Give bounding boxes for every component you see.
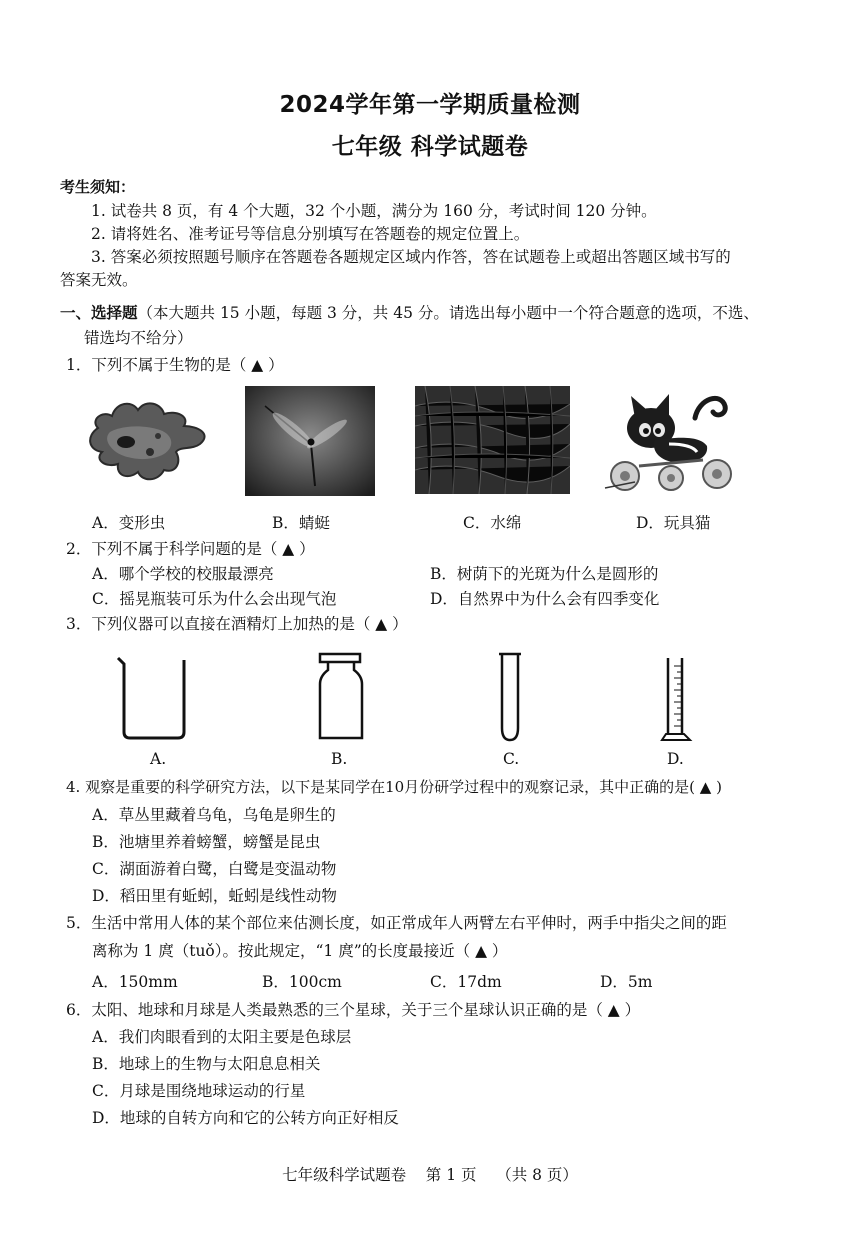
reagent-bottle-icon bbox=[310, 650, 370, 745]
toy-cat-image bbox=[595, 388, 745, 498]
q3-option-a: A. bbox=[150, 750, 167, 768]
q4-option-d: D．稻田里有蚯蚓，蚯蚓是线性动物 bbox=[92, 887, 337, 905]
page-title: 2024学年第一学期质量检测 bbox=[279, 92, 581, 118]
q3-option-b: B. bbox=[331, 750, 348, 768]
q3-option-c: C. bbox=[503, 750, 520, 768]
section-1-label: 一、选择题 bbox=[60, 304, 138, 322]
q5-option-c: C．17dm bbox=[430, 973, 502, 991]
q1-option-d: D．玩具猫 bbox=[636, 514, 711, 532]
q1-stem: 1．下列不属于生物的是（ ▲ ） bbox=[66, 356, 284, 374]
q1-option-c: C．水绵 bbox=[463, 514, 522, 532]
notice-item-2: 2. 请将姓名、准考证号等信息分别填写在答题卷的规定位置上。 bbox=[91, 225, 530, 243]
notice-item-3-cont: 答案无效。 bbox=[60, 271, 138, 289]
q2-option-a: A．哪个学校的校服最漂亮 bbox=[92, 565, 274, 583]
page-subtitle: 七年级 科学试题卷 bbox=[331, 134, 529, 160]
amoeba-image bbox=[80, 390, 220, 490]
q4-option-b: B．池塘里养着螃蟹，螃蟹是昆虫 bbox=[92, 833, 321, 851]
notice-heading: 考生须知： bbox=[60, 178, 136, 196]
section-1-heading bbox=[60, 301, 759, 323]
section-1-desc-cont: 错选均不给分） bbox=[84, 329, 193, 347]
q6-stem: 6．太阳、地球和月球是人类最熟悉的三个星球，关于三个星球认识正确的是（ ▲ ） bbox=[66, 1001, 641, 1019]
q2-option-d: D．自然界中为什么会有四季变化 bbox=[430, 590, 660, 608]
q6-option-c: C．月球是围绕地球运动的行星 bbox=[92, 1082, 306, 1100]
q6-option-d: D．地球的自转方向和它的公转方向正好相反 bbox=[92, 1109, 399, 1127]
q2-option-c: C．摇晃瓶装可乐为什么会出现气泡 bbox=[92, 590, 337, 608]
q1-option-a: A．变形虫 bbox=[92, 514, 166, 532]
q4-option-c: C．湖面游着白鹭，白鹭是变温动物 bbox=[92, 860, 337, 878]
q3-option-d: D. bbox=[667, 750, 684, 768]
notice-item-3: 3. 答案必须按照题号顺序在答题卷各题规定区域内作答，答在试题卷上或超出答题区域书写的 bbox=[91, 248, 731, 266]
beaker-icon bbox=[114, 654, 194, 744]
q3-stem: 3．下列仪器可以直接在酒精灯上加热的是（ ▲ ） bbox=[66, 615, 408, 633]
q2-stem: 2．下列不属于科学问题的是（ ▲ ） bbox=[66, 540, 315, 558]
q4-option-a: A．草丛里藏着乌龟，乌龟是卵生的 bbox=[92, 806, 336, 824]
q5-option-d: D．5m bbox=[600, 973, 653, 991]
test-tube-icon bbox=[495, 650, 525, 745]
notice-item-1: 1. 试卷共 8 页，有 4 个大题，32 个小题，满分为 160 分，考试时间 120 分钟。 bbox=[91, 202, 657, 220]
q5-stem: 5．生活中常用人体的某个部位来估测长度，如正常成年人两臂左右平伸时，两手中指尖之间的距 bbox=[66, 914, 727, 932]
q5-option-b: B．100cm bbox=[262, 973, 342, 991]
q6-option-a: A．我们肉眼看到的太阳主要是色球层 bbox=[92, 1028, 352, 1046]
spirogyra-image bbox=[415, 386, 570, 494]
q6-option-b: B．地球上的生物与太阳息息相关 bbox=[92, 1055, 321, 1073]
q4-stem: 4. 观察是重要的科学研究方法，以下是某同学在10月份研学过程中的观察记录，其中正确的是( ▲ ) bbox=[66, 778, 722, 796]
page-footer: 七年级科学试题卷 第 1 页 （共 8 页） bbox=[282, 1166, 578, 1184]
dragonfly-image bbox=[245, 386, 375, 496]
graduated-cylinder-icon bbox=[660, 654, 694, 746]
section-1-desc: （本大题共 15 小题，每题 3 分，共 45 分。请选出每小题中一个符合题意的选项，不选、 bbox=[137, 304, 759, 322]
q1-option-b: B．蜻蜓 bbox=[272, 514, 330, 532]
q5-option-a: A．150mm bbox=[92, 973, 178, 991]
q5-stem-cont: 离称为 1 庹（tuǒ）。按此规定，“1 庹”的长度最接近（ ▲ ） bbox=[92, 942, 508, 960]
q2-option-b: B．树荫下的光斑为什么是圆形的 bbox=[430, 565, 659, 583]
